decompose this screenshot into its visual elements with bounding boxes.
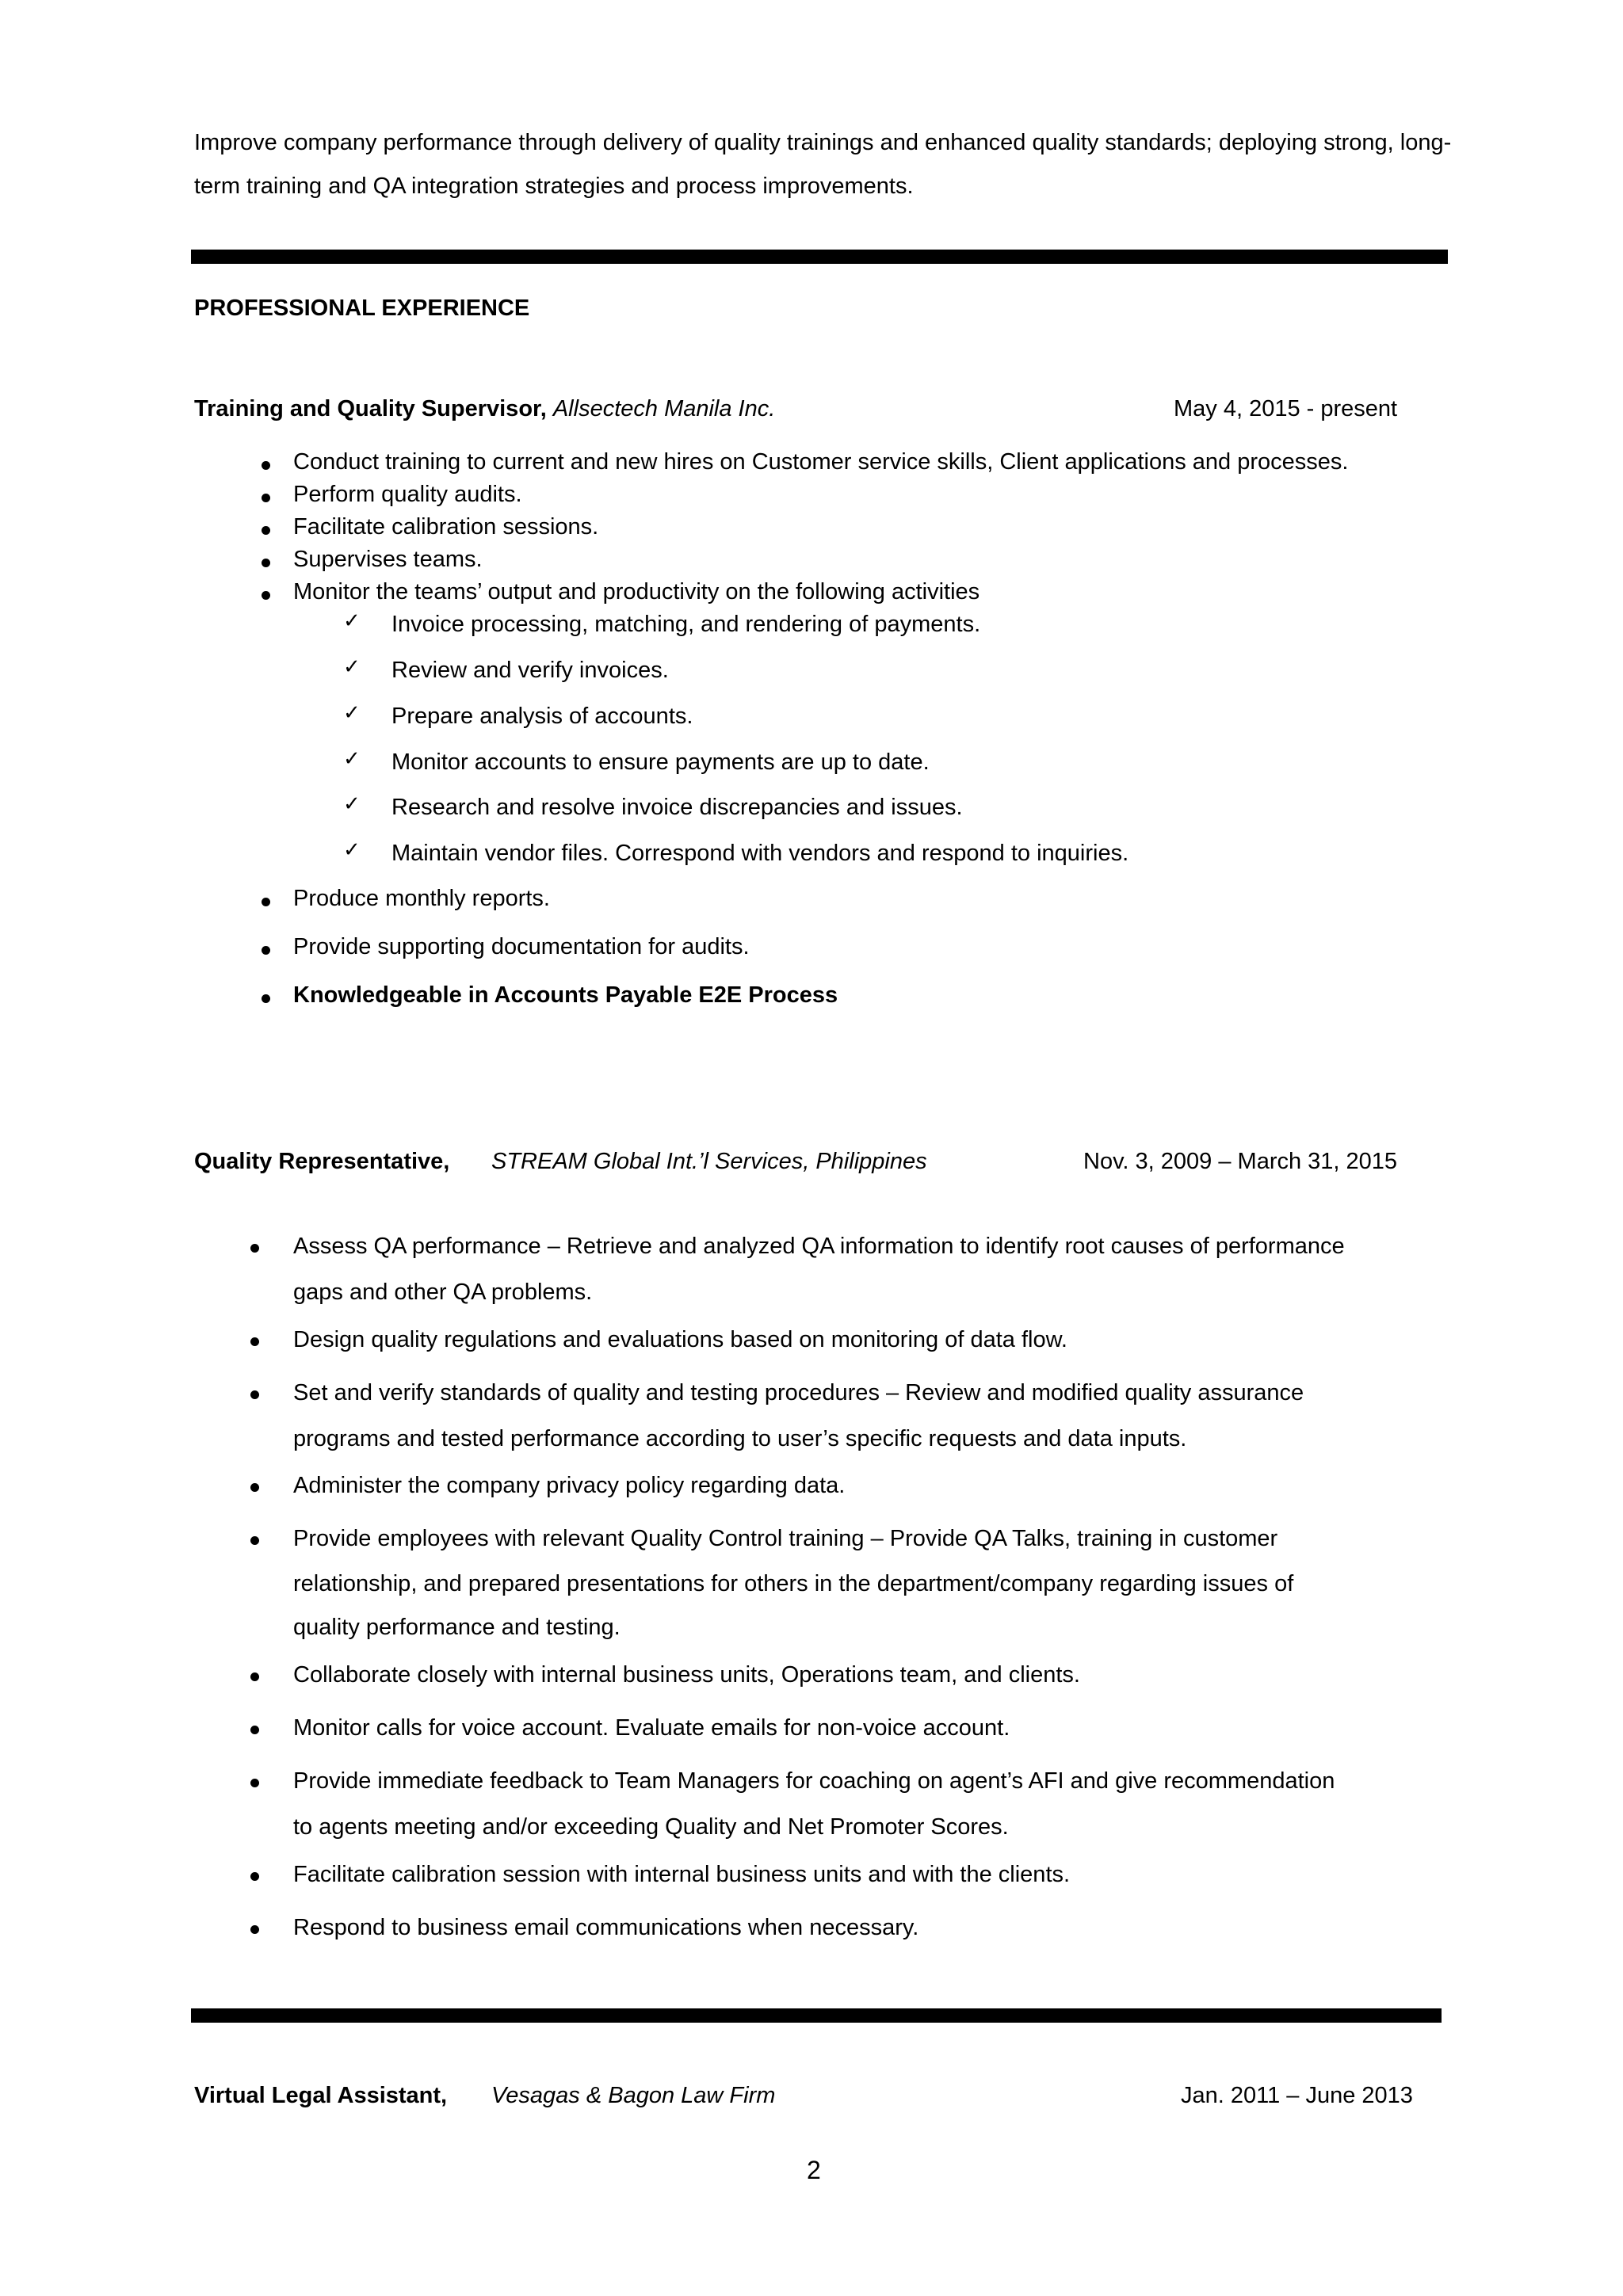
list-item-continuation: programs and tested performance according to user’s specific requests and data inputs. [293, 1426, 1187, 1451]
list-item: Supervises teams. [293, 547, 483, 572]
job-company: STREAM Global Int.’l Services, Philippines [491, 1149, 927, 1174]
bullet-dot [250, 1337, 259, 1346]
checkmark-icon: ✓ [343, 838, 361, 862]
bullet-dot [250, 1483, 259, 1492]
check-item: Research and resolve invoice discrepancies and issues. [391, 795, 963, 820]
checkmark-icon: ✓ [343, 655, 361, 679]
list-item: Produce monthly reports. [293, 886, 550, 911]
check-item: Review and verify invoices. [391, 658, 669, 683]
bullet-dot [250, 1390, 259, 1399]
check-item: Prepare analysis of accounts. [391, 704, 693, 729]
bullet-dot [250, 1872, 259, 1881]
checkmark-icon: ✓ [343, 609, 361, 633]
list-item: Monitor calls for voice account. Evaluate emails for non-voice account. [293, 1715, 1010, 1741]
bullet-dot [250, 1536, 259, 1545]
checkmark-icon: ✓ [343, 792, 361, 816]
bullet-dot [262, 591, 270, 600]
check-item: Invoice processing, matching, and rendering of payments. [391, 612, 981, 637]
bullet-dot [250, 1244, 259, 1253]
bullet-dot [262, 559, 270, 567]
job-company: Vesagas & Bagon Law Firm [491, 2083, 776, 2108]
list-item: Facilitate calibration sessions. [293, 514, 599, 540]
list-item: Collaborate closely with internal business units, Operations team, and clients. [293, 1662, 1080, 1688]
bullet-dot [262, 994, 270, 1003]
bullet-dot [262, 494, 270, 502]
list-item: Administer the company privacy policy regarding data. [293, 1473, 846, 1498]
list-item: Facilitate calibration session with internal business units and with the clients. [293, 1862, 1071, 1887]
section-heading: PROFESSIONAL EXPERIENCE [194, 296, 530, 321]
checkmark-icon: ✓ [343, 701, 361, 725]
job-header-2 [194, 1149, 449, 1175]
job-title: Virtual Legal Assistant, [194, 2083, 448, 2108]
list-item-continuation: gaps and other QA problems. [293, 1280, 593, 1305]
list-item-continuation: quality performance and testing. [293, 1615, 621, 1640]
job-header-3 [194, 2083, 447, 2109]
list-item: Design quality regulations and evaluations based on monitoring of data flow. [293, 1327, 1067, 1352]
list-item: Conduct training to current and new hires on Customer service skills, Client applications and processes. [293, 449, 1349, 475]
bullet-dot [250, 1726, 259, 1734]
list-item: Set and verify standards of quality and testing procedures – Review and modified quality assurance [293, 1380, 1304, 1405]
list-item-continuation: relationship, and prepared presentations for others in the department/company regarding issues of [293, 1571, 1294, 1596]
bullet-dot [262, 526, 270, 535]
list-item: Provide supporting documentation for audits. [293, 934, 750, 959]
objective-paragraph: Improve company performance through delivery of quality trainings and enhanced quality standards; deploying strong, long-term training and QA integration strategies and process improvements. [194, 130, 1452, 199]
section-divider-bottom [191, 2008, 1442, 2023]
list-item-continuation: to agents meeting and/or exceeding Quality and Net Promoter Scores. [293, 1814, 1009, 1840]
bullet-dot [262, 461, 270, 470]
job-company: Allsectech Manila Inc. [552, 396, 776, 421]
list-item: Assess QA performance – Retrieve and analyzed QA information to identify root causes of performance [293, 1234, 1345, 1259]
page-number: 2 [807, 2156, 821, 2184]
job-dates: Nov. 3, 2009 – March 31, 2015 [1083, 1149, 1398, 1174]
job-title: Training and Quality Supervisor, [194, 396, 547, 421]
section-divider-top [191, 250, 1448, 264]
check-item: Maintain vendor files. Correspond with vendors and respond to inquiries. [391, 841, 1129, 866]
bullet-dot [250, 1672, 259, 1681]
bullet-dot [262, 898, 270, 906]
list-item: Provide employees with relevant Quality Control training – Provide QA Talks, training in customer [293, 1526, 1278, 1551]
list-item: Monitor the teams’ output and productivity on the following activities [293, 579, 980, 605]
bullet-dot [250, 1925, 259, 1934]
job-dates: May 4, 2015 - present [1174, 396, 1398, 421]
job-title: Quality Representative, [194, 1149, 450, 1174]
job-dates: Jan. 2011 – June 2013 [1181, 2083, 1413, 2108]
list-item: Provide immediate feedback to Team Managers for coaching on agent’s AFI and give recommendation [293, 1768, 1335, 1794]
list-item: Respond to business email communications when necessary. [293, 1915, 919, 1940]
checkmark-icon: ✓ [343, 747, 361, 771]
bullet-dot [262, 946, 270, 955]
job-header-1 [194, 396, 775, 422]
list-item: Perform quality audits. [293, 482, 522, 507]
list-item: Knowledgeable in Accounts Payable E2E Process [293, 982, 838, 1008]
check-item: Monitor accounts to ensure payments are up to date. [391, 749, 930, 775]
bullet-dot [250, 1779, 259, 1787]
